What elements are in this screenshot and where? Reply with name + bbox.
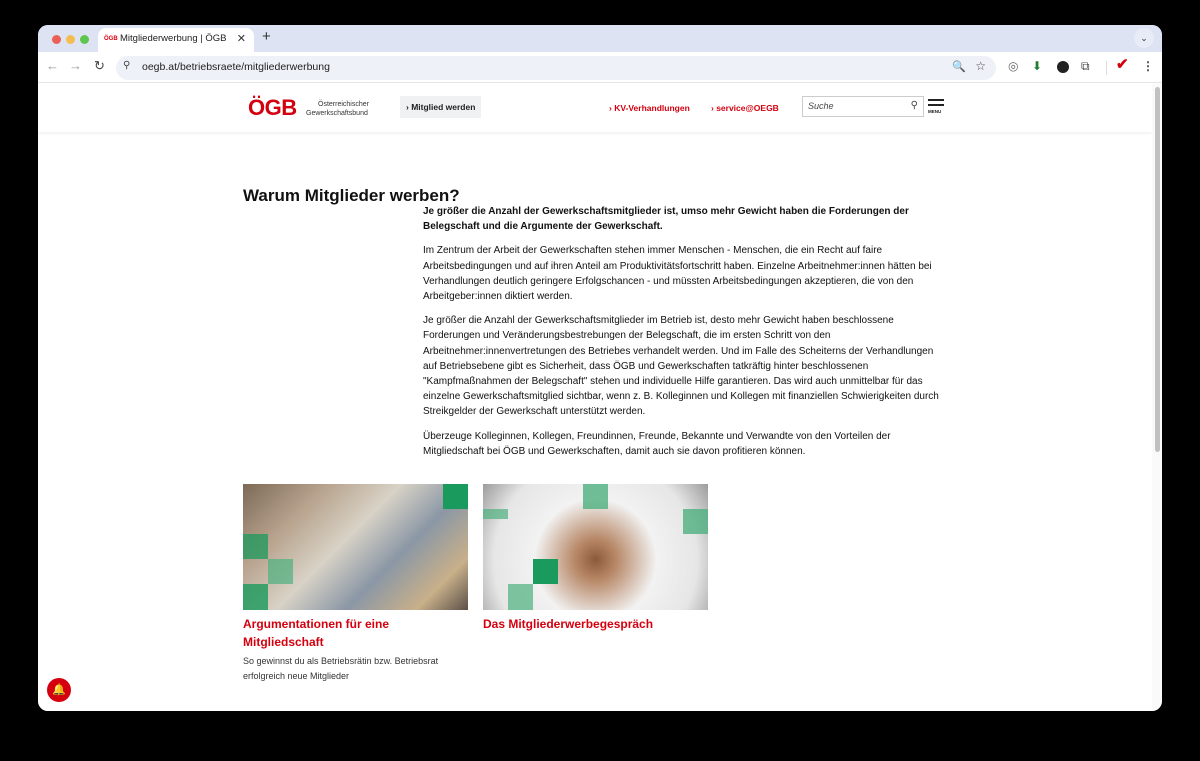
service-link[interactable]: › service@OEGB [711, 103, 779, 113]
logo-subtitle [306, 100, 369, 118]
logo-subtitle-line1: Österreichischer [318, 101, 369, 108]
tab-title: Mitgliederwerbung | ÖGB [120, 33, 227, 44]
search-placeholder: Suche [808, 101, 834, 111]
card-description: So gewinnst du als Betriebsrätin bzw. Betriebsrat erfolgreich neue Mitglieder [243, 656, 439, 681]
hamburger-icon [928, 99, 944, 101]
card-image-team-meeting[interactable] [243, 484, 468, 610]
maximize-window-button[interactable] [80, 35, 89, 44]
menu-button[interactable] [928, 99, 944, 114]
paragraph: Je größer die Anzahl der Gewerkschaftsmitglieder im Betrieb ist, desto mehr Gewicht haben beschlossene Forderungen und Veränderungsbestrebungen der Belegschaft, die im ersten Schritt von den Arbeitnehmer:innenvertretungen des Betriebes verhandelt werden. Und im Falle des Scheiterns der Verhandlungen auf Betriebsebene gibt es Sicherheit, dass ÖGB und Gewerkschaften tatkräftig hinter beschlossenen "Kampfmaßnahmen der Belegschaft" stehen und individuelle Hilfe garantieren. Das wird auch unmittelbar für das einzelne Gewerkschaftsmitglied sichtbar, wenn z. B. Kolleginnen und Kollegen mit finanziellen Schwierigkeiten durch Streikgelder der Gewerkschaft unterstützt werden. [423, 315, 939, 418]
extensions-puzzle-icon[interactable]: ⧉ [1081, 59, 1090, 73]
search-input[interactable] [802, 96, 924, 117]
page-scrollbar[interactable] [1152, 84, 1162, 711]
site-info-icon[interactable]: ⚲ [123, 60, 131, 71]
browser-window [38, 25, 1162, 711]
oegb-favicon-icon: ÖGB [104, 36, 118, 42]
article-body [423, 204, 948, 468]
card-title[interactable]: Das Mitgliederwerbegespräch [483, 617, 654, 631]
zoom-icon[interactable]: 🔍 [952, 61, 966, 73]
tab-strip [38, 25, 1162, 52]
card-title[interactable]: Argumentationen für eine Mitgliedschaft [243, 617, 390, 649]
teaser-card-recruiting-talk[interactable] [483, 484, 708, 633]
new-tab-button[interactable]: + [262, 28, 271, 45]
minimize-window-button[interactable] [66, 35, 75, 44]
tab-search-button[interactable]: ⌄ [1134, 28, 1154, 48]
card-image-hands-together[interactable] [483, 484, 708, 610]
become-member-button[interactable]: › Mitglied werden [400, 96, 481, 118]
target-extension-icon[interactable]: ◎ [1008, 59, 1019, 73]
forward-button[interactable]: → [69, 58, 82, 73]
reload-button[interactable]: ↻ [94, 58, 105, 73]
close-tab-icon[interactable]: ✕ [236, 33, 246, 45]
scrollbar-thumb[interactable] [1155, 87, 1160, 452]
address-bar[interactable] [116, 56, 996, 80]
download-extension-icon[interactable]: ⬇ [1032, 59, 1043, 73]
kv-negotiations-link[interactable]: › KV-Verhandlungen [609, 103, 690, 113]
site-header [38, 84, 1152, 132]
page-title: Warum Mitglieder werben? [243, 186, 460, 205]
bell-icon: 🔔 [52, 684, 66, 696]
paragraph: Im Zentrum der Arbeit der Gewerkschaften stehen immer Menschen - Menschen, die ein Recht auf faire Arbeitsbedingungen und auf ihren Anteil am Produktivitätsfortschritt haben. Einzelne Arbeitnehmer:innen hätten bei Verhandlungen deutlich geringere Erfolgschancen - und müssten Arbeitsbedingungen akzeptieren, die von den Arbeitgeber:innen diktiert werden. [423, 245, 932, 303]
close-window-button[interactable] [52, 35, 61, 44]
tab-active[interactable] [98, 28, 254, 52]
bookmark-star-icon[interactable]: ☆ [975, 59, 986, 73]
lead-paragraph: Je größer die Anzahl der Gewerkschaftsmitglieder ist, umso mehr Gewicht haben die Forderungen der Belegschaft und die Argumente der Gewerkschaft. [423, 206, 909, 233]
vpn-extension-icon[interactable] [1057, 61, 1069, 73]
paragraph: Überzeuge Kolleginnen, Kollegen, Freundinnen, Freunde, Bekannte und Verwandte von den Vorteilen der Mitgliedschaft bei ÖGB und Gewerkschaften, damit auch sie davon profitieren können. [423, 430, 891, 457]
browser-toolbar [38, 52, 1162, 83]
url-text[interactable]: oegb.at/betriebsraete/mitgliederwerbung [142, 61, 330, 73]
teaser-card-arguments[interactable] [243, 484, 468, 684]
menu-label: MENU [928, 109, 942, 114]
back-button[interactable]: ← [46, 58, 59, 73]
browser-menu-icon[interactable]: ⋮ [1142, 59, 1154, 73]
hamburger-icon-bar [928, 104, 944, 106]
toolbar-divider [1106, 61, 1107, 75]
search-icon[interactable]: ⚲ [910, 100, 918, 111]
oegb-logo[interactable]: ÖGB [248, 95, 297, 120]
notification-bell-button[interactable] [47, 678, 71, 702]
logo-subtitle-line2: Gewerkschaftsbund [306, 110, 368, 117]
checkmark-extension-icon[interactable]: ✔ [1116, 56, 1129, 73]
page-viewport [38, 84, 1152, 711]
